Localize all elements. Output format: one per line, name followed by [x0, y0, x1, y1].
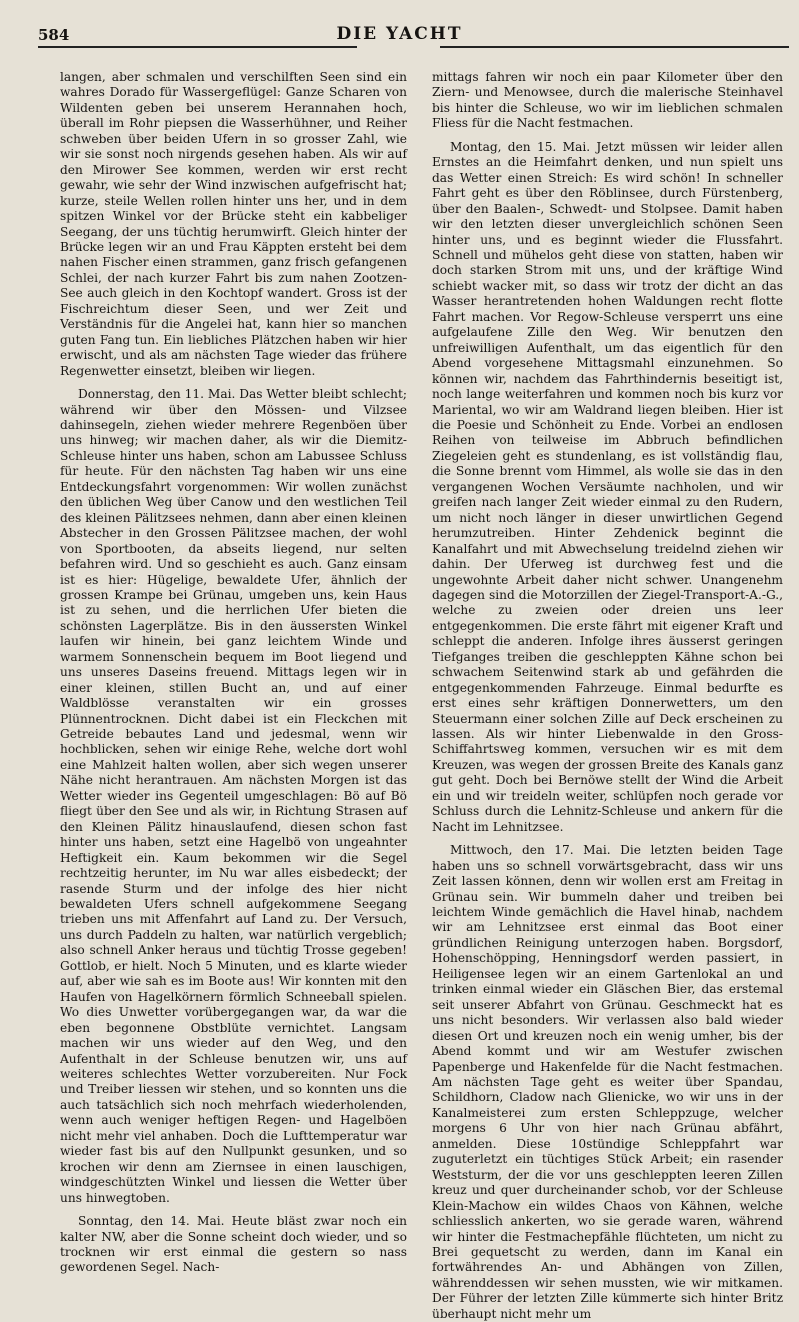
page-number: 584 — [38, 26, 70, 44]
right-column — [432, 70, 783, 1322]
paragraph: Mittwoch, den 17. Mai. Die letzten beiden Tage haben uns so schnell vorwärtsgebracht, dass wir uns Zeit lassen können, denn wir wollen erst am Freitag in Grünau sein. Wir bummeln daher und treiben bei leichtem Winde gemächlich die Havel hinab, nachdem wir am Lehnitzsee erst einmal das Boot einer gründlichen Reinigung unterzogen haben. Borgsdorf, Hohenschöpping, Henningsdorf werden passiert, in Heiligensee legen wir an einem Gartenlokal an und trinken einmal wieder ein Gläschen Bier, das erstemal seit unserer Abfahrt von Grünau. Geschmeckt hat es uns nicht besonders. Wir verlassen also bald wieder diesen Ort und kreuzen noch ein wenig umher, bis der Abend kommt und wir am Westufer zwischen Papenberge und Hakenfelde für die Nacht festmachen. Am nächsten Tage geht es weiter über Spandau, Schildhorn, Cladow nach Glienicke, wo wir uns in der Kanalmeisterei zum ersten Schleppzuge, welcher morgens 6 Uhr von hier nach Grünau abfährt, anmelden. Diese 10stündige Schleppfahrt war zuguterletzt ein tüchtiges Stück Arbeit; ein rasender Weststurm, der die vor uns geschleppten leeren Zillen kreuz und quer durcheinander schob, vor der Schleuse Klein-Machow ein wildes Chaos von Kähnen, welche schliesslich ankerten, wo sie gerade waren, während wir hinter die Festmachepfähle flüchteten, um nicht zu Brei gequetscht zu werden, dann im Kanal ein fortwährendes An- und Abhängen von Zillen, währenddessen wir sehen mussten, wie wir mitkamen. Der Führer der letzten Zille kümmerte sich hinter Britz überhaupt nicht mehr um — [432, 843, 783, 1321]
paragraph: mittags fahren wir noch ein paar Kilometer über den Ziern- und Menowsee, durch die malerische Steinhavel bis hinter die Schleuse, wo wir im lieblichen schmalen Fliess für die Nacht festmachen. — [432, 70, 783, 131]
page-header — [0, 0, 799, 44]
journal-title: DIE YACHT — [336, 24, 463, 44]
paragraph: Sonntag, den 14. Mai. Heute bläst zwar noch ein kalter NW, aber die Sonne scheint doch wieder, und so trocknen wir erst einmal die gestern so nass gewordenen Segel. Nach- — [60, 1214, 407, 1275]
paragraph: Montag, den 15. Mai. Jetzt müssen wir leider allen Ernstes an die Heimfahrt denken, und nun spielt uns das Wetter einen Streich: Es wird schön! In schneller Fahrt geht es über den Röblinsee, durch Fürstenberg, über den Baalen-, Schwedt- und Stolpsee. Damit haben wir den letzten dieser unvergleichlich schönen Seen hinter uns, und es beginnt wieder die Flussfahrt. Schnell und mühelos geht diese von statten, haben wir doch starken Strom mit uns, und der kräftige Wind schiebt wacker mit, so dass wir trotz der dicht an das Wasser herantretenden hohen Waldungen recht flotte Fahrt machen. Vor Regow-Schleuse versperrt uns eine aufgelaufene Zille den Weg. Wir benutzen den unfreiwilligen Aufenthalt, um das eigentlich für den Abend vorgesehene Mittagsmahl einzunehmen. So können wir, nachdem das Fahrthindernis beseitigt ist, noch lange weiterfahren und kommen noch bis kurz vor Mariental, wo wir am Waldrand liegen bleiben. Hier ist die Poesie und Schönheit zu Ende. Vorbei an endlosen Reihen von teilweise im Abbruch befindlichen Ziegeleien geht es stundenlang, es ist vollständig flau, die Sonne brennt vom Himmel, als wolle sie das in den vergangenen Wochen Versäumte nachholen, und wir greifen nach langer Zeit wieder einmal zu den Rudern, um nicht noch länger in dieser unwirtlichen Gegend herumzutreiben. Hinter Zehdenick beginnt die Kanalfahrt und mit Abwechselung treidelnd ziehen wir dahin. Der Uferweg ist durchweg fest und die ungewohnte Arbeit daher nicht schwer. Unangenehm dagegen sind die Motorzillen der Ziegel-Transport-A.-G., welche zu zweien oder dreien uns leer entgegenkommen. Die erste fährt mit eigener Kraft und schleppt die anderen. Infolge ihres äusserst geringen Tiefganges treiben die geschleppten Kähne schon bei schwachem Seitenwind stark ab und gefährden die entgegenkommenden Fahrzeuge. Einmal bedurfte es erst eines sehr kräftigen Donnerwetters, um den Steuermann einer solchen Zille auf Deck erscheinen zu lassen. Als wir hinter Liebenwalde in den Gross-Schiffahrtsweg kommen, versuchen wir es mit dem Kreuzen, was wegen der grossen Breite des Kanals ganz gut geht. Doch bei Bernöwe stellt der Wind die Arbeit ein und wir treideln weiter, schlüpfen noch gerade vor Schluss durch die Lehnitz-Schleuse und ankern für die Nacht im Lehnitzsee. — [432, 139, 783, 834]
left-column — [60, 70, 407, 1276]
paragraph: langen, aber schmalen und verschilften Seen sind ein wahres Dorado für Wassergeflügel: Ganze Scharen von Wildenten geben bei unserem Herannahen hoch, überall im Rohr piepsen die Wasserhühner, und Reiher schweben über beiden Ufern in so grosser Zahl, wie wir sie sonst noch nirgends gesehen haben. Als wir auf den Mirower See kommen, werden wir erst recht gewahr, wie sehr der Wind inzwischen aufgefrischt hat; kurze, steile Wellen rollen hinter uns her, und in dem spitzen Winkel vor der Brücke steht ein kabbeliger Seegang, der uns tüchtig herumwirft. Gleich hinter der Brücke legen wir an und Frau Käppten ersteht bei dem nahen Fischer einen strammen, ganz frisch gefangenen Schlei, der nach kurzer Fahrt bis zum nahen Zootzen-See auch gleich in den Kochtopf wandert. Gross ist der Fischreichtum dieser Seen, und wer Zeit und Verständnis für die Angelei hat, kann hier so manchen guten Fang tun. Ein liebliches Plätzchen haben wir hier erwischt, und als am nächsten Tage wieder das frühere Regenwetter einsetzt, bleiben wir liegen. — [60, 70, 407, 378]
paragraph: Donnerstag, den 11. Mai. Das Wetter bleibt schlecht; während wir über den Mössen- und Vilzsee dahinsegeln, ziehen wieder mehrere Regenböen über uns hinweg; wir machen daher, als wir die Diemitz-Schleuse hinter uns haben, schon am Labussee Schluss für heute. Für den nächsten Tag haben wir uns eine Entdeckungsfahrt vorgenommen: Wir wollen zunächst den üblichen Weg über Canow und den westlichen Teil des kleinen Pälitzsees nehmen, dann aber einen kleinen Abstecher in den Grossen Pälitzsee machen, der wohl von Sportbooten, da abseits liegend, nur selten befahren wird. Und so geschieht es auch. Ganz einsam ist es hier: Hügelige, bewaldete Ufer, ähnlich der grossen Krampe bei Grünau, umgeben uns, kein Haus ist zu sehen, und die herrlichen Ufer bieten die schönsten Lagerplätze. Bis in den äussersten Winkel laufen wir hinein, bei ganz leichtem Winde und warmem Sonnenschein bequem im Boot liegend und uns unseres Daseins freuend. Mittags legen wir in einer kleinen, stillen Bucht an, und auf einer Waldblösse veranstalten wir ein grosses Plünnentrocknen. Dicht dabei ist ein Fleckchen mit Getreide bebautes Land und jedesmal, wenn wir hochblicken, sehen wir einige Rehe, welche dort wohl eine Mahlzeit halten wollen, aber sich wegen unserer Nähe nicht herantrauen. Am nächsten Morgen ist das Wetter wieder ins Gegenteil umgeschlagen: Bö auf Bö fliegt über den See und als wir, in Richtung Strasen auf den Kleinen Pälitz hinauslaufend, diesen schon fast hinter uns haben, setzt eine Hagelbö von ungeahnter Heftigkeit ein. Kaum bekommen wir die Segel rechtzeitig herunter, im Nu war alles eisbedeckt; der rasende Sturm und der infolge des hier nicht bewaldeten Ufers schnell aufgekommene Seegang trieben uns mit Affenfahrt auf Land zu. Der Versuch, uns durch Paddeln zu halten, war natürlich vergeblich; also schnell Anker heraus und tüchtig Trosse gegeben! Gottlob, er hielt. Noch 5 Minuten, und es klarte wieder auf, aber wie sah es im Boote aus! Wir konnten mit den Haufen von Hagelkörnern förmlich Schneeball spielen. Wo dies Unwetter vorübergegangen war, da war die eben begonnene Obstblüte vernichtet. Langsam machen wir uns wieder auf den Weg, und den Aufenthalt in der Schleuse benutzen wir, uns auf weiteres schlechtes Wetter vorzubereiten. Nur Fock und Treiber liessen wir stehen, und so konnten uns die auch tatsächlich sich noch mehrfach wiederholenden, wenn auch weniger heftigen Regen- und Hagelböen nicht mehr viel anhaben. Doch die Lufttemperatur war wieder fast bis auf den Nullpunkt gesunken, und so krochen wir denn am Ziernsee in einen lauschigen, windgeschützten Winkel und liessen die Wetter über uns hinwegtoben. — [60, 387, 407, 1205]
header-rule-right — [440, 46, 789, 48]
header-rule-left — [38, 46, 357, 48]
